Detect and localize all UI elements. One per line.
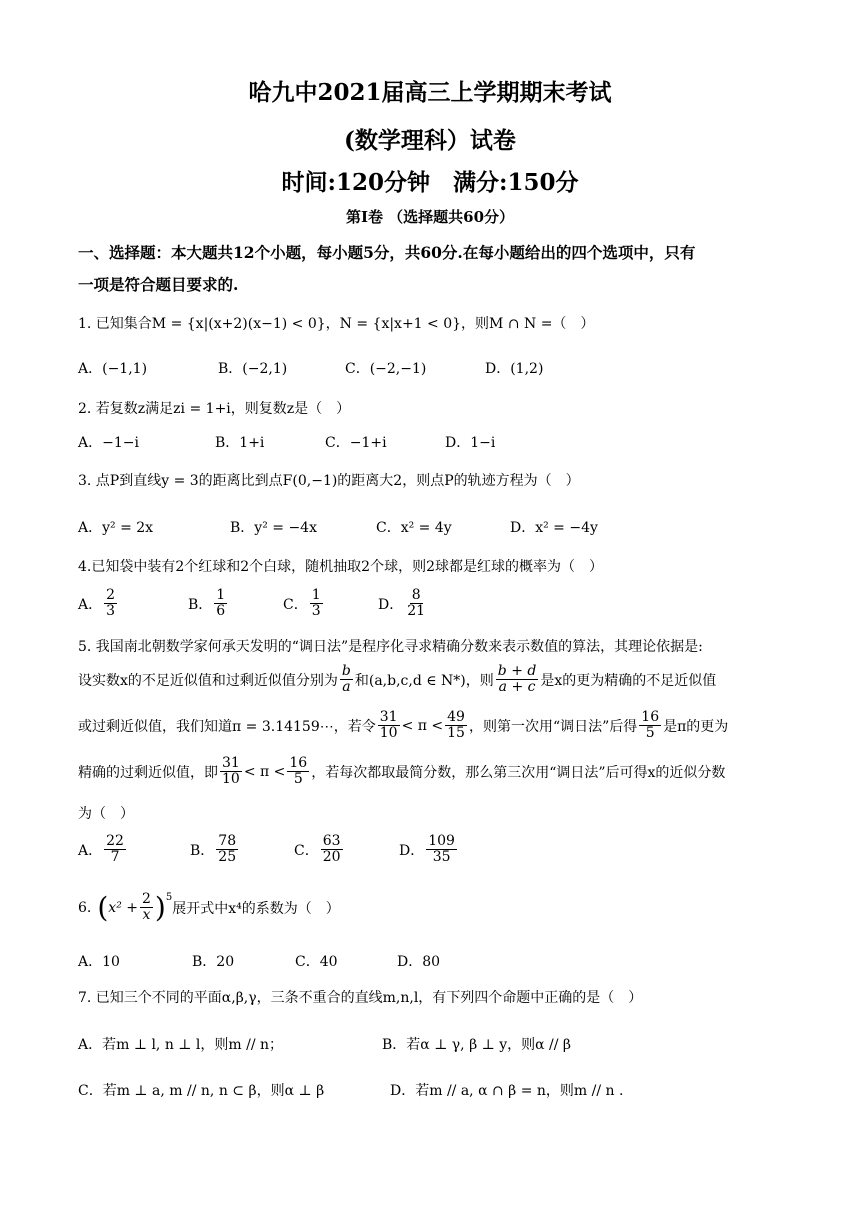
q6-suffix: 展开式中x⁴的系数为（ ） [172,900,340,917]
q5-fraction-16-5-b [287,756,309,788]
q3-option-a: A．y² = 2x [78,520,154,536]
denominator: 5 [645,725,655,742]
denominator: 21 [407,603,426,620]
q6-option-a: A．10 [78,954,120,970]
numerator: 2 [106,587,116,603]
q5-option-c-label: C． [294,842,319,859]
q1-option-a: A．(−1,1) [78,361,148,377]
q1-option-b: B．(−2,1) [218,361,288,377]
q5-options [78,834,459,866]
q5-option-d-label: D． [399,842,425,859]
q4-stem: 4.已知袋中装有2个红球和2个白球，随机抽取2个球，则2球都是红球的概率为（ ） [78,559,603,575]
q7-option-b: B．若α ⊥ γ, β ⊥ y，则α // β [382,1037,572,1053]
q7-stem: 7. 已知三个不同的平面α,β,γ，三条不重合的直线m,n,l，有下列四个命题中正确的是（ ） [78,990,643,1006]
numerator: 16 [289,755,308,771]
q6-option-b: B．20 [192,954,235,970]
q6-exponent: 5 [165,892,173,903]
numerator: 31 [222,755,240,771]
q5-line-3-text-a: 或过剩近似值，我们知道π = 3.14159⋯，若令 [78,718,376,735]
q3-options [78,517,598,537]
numerator: 8 [411,587,421,603]
q5-fraction-31-10-b [220,756,242,788]
numerator: 109 [428,833,455,849]
denominator: 3 [106,603,116,620]
denominator: a [342,679,351,696]
q7-option-c: C．若m ⊥ a, m // n, n ⊂ β，则α ⊥ β [78,1083,325,1099]
denominator: 10 [222,771,240,788]
q4-option-a-label: A． [78,596,103,613]
numerator: 63 [322,833,341,849]
q5-line-2-text-a: 设实数x的不足近似值和过剩近似值分别为 [78,672,338,689]
q2-option-b: B．1+i [215,435,265,451]
q5-option-d [399,834,459,866]
q6-expr: x² + [108,899,138,916]
q7-options-row-2 [78,1080,623,1100]
q7-option-a: A．若m ⊥ l, n ⊥ l，则m // n； [78,1037,284,1053]
q4-option-b [188,588,283,620]
q4-option-a-fraction [104,588,117,620]
numerator: 78 [218,833,237,849]
q6-options [78,951,440,971]
q5-fraction-31-10 [378,710,400,742]
q3-stem: 3. 点P到直线y = 3的距离比到点F(0,−1)的距离大2，则点P的轨迹方程为（ ） [78,473,580,489]
denominator: 10 [379,725,398,742]
exam-title: 哈九中2021届高三上学期期末考试 [248,79,612,106]
denominator: 25 [218,849,237,866]
q5-option-c [294,834,399,866]
q4-option-d-label: D． [378,596,404,613]
q5-line-4-text-a: 精确的过剩近似值，即 [78,764,218,781]
denominator: x [142,907,151,924]
numerator: 49 [447,709,465,725]
q6-right-paren: ) [154,890,166,924]
denominator: 15 [447,725,465,742]
q4-option-b-label: B． [188,596,213,613]
q4-options [78,588,429,620]
q5-option-b-label: B． [190,842,215,859]
q2-stem: 2. 若复数z满足zi = 1+i，则复数z是（ ） [78,401,351,417]
q3-option-b: B．y² = −4x [230,520,317,536]
q6-number: 6. [78,899,92,916]
denominator: 6 [216,603,226,620]
q5-fraction-16-5 [639,710,661,742]
q2-options [78,432,495,452]
q5-option-c-fraction [321,834,343,866]
q6-left-paren: ( [97,890,109,924]
q4-option-d [378,588,429,620]
denominator: 35 [432,849,451,866]
q5-line-4-text-b: < π < [243,763,286,780]
q4-option-d-fraction [405,588,427,620]
q5-option-b-fraction [216,834,238,866]
q1-option-c: C．(−2,−1) [345,361,427,377]
section-heading: 第Ⅰ卷 （选择题共60分） [345,208,515,226]
q4-option-c-fraction [310,588,323,620]
q1-option-d: D．(1,2) [485,361,544,377]
q6-fraction [140,892,153,924]
denominator: 5 [293,771,303,788]
q5-line-4-text-c: ，若每次都取最简分数，那么第三次用“调日法”后可得x的近似分数 [311,764,726,781]
q1-stem: 1. 已知集合M = {x|(x+2)(x−1) < 0}，N = {x|x+1 < 0}，则M ∩ N =（ ） [78,316,595,332]
q6-stem [78,892,340,924]
q5-line-2 [78,664,716,696]
q5-line-1: 5. 我国南北朝数学家何承天发明的“调日法”是程序化寻求精确分数来表示数值的算法，其理论依据是: [78,639,703,655]
exam-subtitle: (数学理科）试卷 [344,127,516,154]
q1-options [78,358,543,378]
q6-option-c: C．40 [295,954,338,970]
q5-line-3-text-c: ，则第一次用“调日法”后得 [468,718,638,735]
q3-option-d: D．x² = −4y [510,520,598,536]
numerator: 1 [311,587,321,603]
q7-option-d: D．若m // a, α ∩ β = n，则m // n . [390,1083,624,1099]
q5-fraction-49-15 [445,710,467,742]
denominator: 3 [311,603,321,620]
q6-option-d: D．80 [397,954,441,970]
q4-option-a [78,588,188,620]
q4-option-b-fraction [214,588,227,620]
q5-fraction-b-over-a [340,664,353,696]
q5-option-b [190,834,294,866]
numerator: 2 [142,891,151,907]
q3-option-c: C．x² = 4y [376,520,452,536]
q5-line-2-text-b: 和(a,b,c,d ∈ N*)，则 [354,672,494,689]
q5-line-3-text-b: < π < [401,717,444,734]
instructions-line-2: 一项是符合题目要求的. [78,275,239,294]
q4-option-c [283,588,378,620]
q2-option-d: D．1−i [445,435,496,451]
denominator: 20 [322,849,341,866]
q5-line-2-text-c: 是x的更为精确的不足近似值 [540,672,717,689]
q5-line-3-text-d: 是π的更为 [663,718,729,735]
numerator: 16 [641,709,660,725]
q2-option-a: A．−1−i [78,435,139,451]
q5-option-a-fraction [104,834,126,866]
numerator: b + d [497,663,537,679]
q5-option-d-fraction [426,834,457,866]
q5-option-a [78,834,190,866]
numerator: 31 [379,709,398,725]
q5-option-a-label: A． [78,842,103,859]
denominator: a + c [498,679,536,696]
instructions-line-1: 一、选择题：本大题共12个小题，每小题5分，共60分.在每小题给出的四个选项中，只有 [78,243,696,262]
q5-line-5: 为（ ） [78,806,134,822]
numerator: 22 [106,833,124,849]
exam-time-score: 时间:120分钟 满分:150分 [281,169,579,196]
q5-line-4 [78,756,725,788]
numerator: 1 [216,587,226,603]
q2-option-c: C．−1+i [325,435,387,451]
denominator: 7 [110,849,120,866]
q7-options-row-1 [78,1034,571,1054]
numerator: b [341,663,351,679]
q5-fraction-mediant [496,664,539,696]
q5-line-3 [78,710,728,742]
q4-option-c-label: C． [283,596,308,613]
